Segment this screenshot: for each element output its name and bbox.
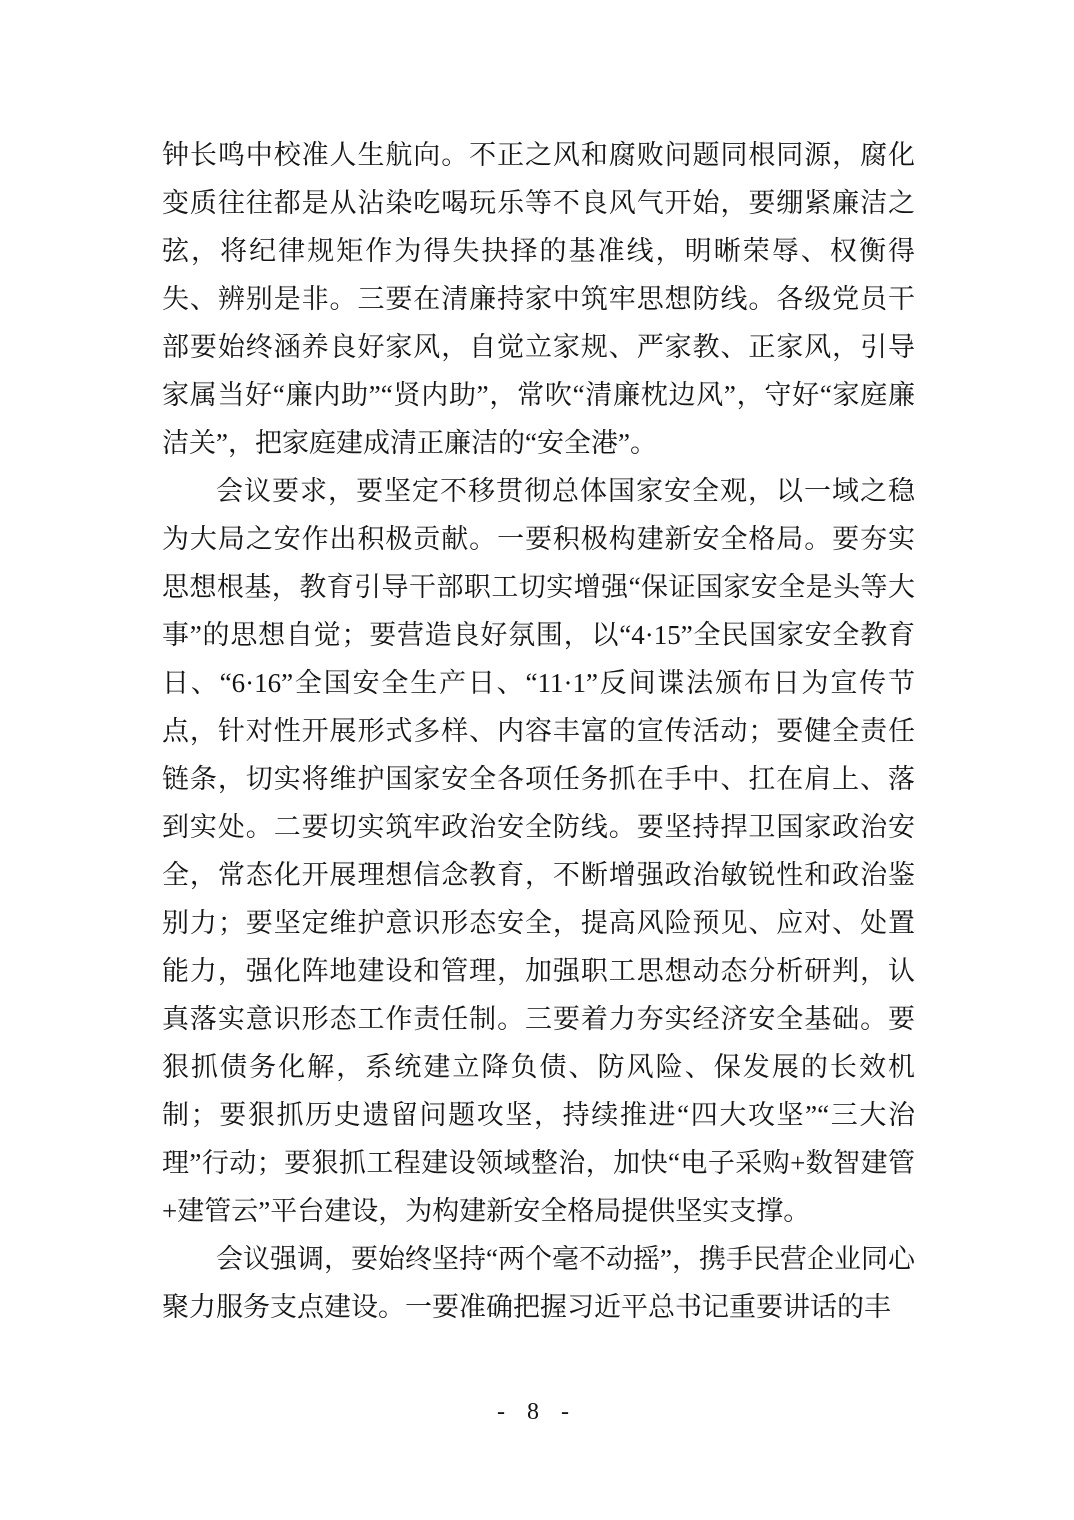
page-number: - 8 - <box>497 1399 577 1425</box>
body-paragraph-meeting-emphasis: 会议强调，要始终坚持“两个毫不动摇”，携手民营企业同心聚力服务支点建设。一要准确把握习近平总书记重要讲话的丰 <box>162 1244 915 1322</box>
body-paragraph-meeting-requirements: 会议要求，要坚定不移贯彻总体国家安全观，以一域之稳为大局之安作出积极贡献。一要积极构建新安全格局。要夯实思想根基，教育引导干部职工切实增强“保证国家安全是头等大事”的思想自觉；要营造良好氛围，以“4·15”全民国家安全教育日、“6·16”全国安全生产日、“11·1”反间谍法颁布日为宣传节点，针对性开展形式多样、内容丰富的宣传活动；要健全责任链条，切实将维护国家安全各项任务抓在手中、扛在肩上、落到实处。二要切实筑牢政治安全防线。要坚持捍卫国家政治安全，常态化开展理想信念教育，不断增强政治敏锐性和政治鉴别力；要坚定维护意识形态安全，提高风险预见、应对、处置能力，强化阵地建设和管理，加强职工思想动态分析研判，认真落实意识形态工作责任制。三要着力夯实经济安全基础。要狠抓债务化解，系统建立降负债、防风险、保发展的长效机制；要狠抓历史遗留问题攻坚，持续推进“四大攻坚”“三大治理”行动；要狠抓工程建设领域整治，加快“电子采购+数智建管+建管云”平台建设，为构建新安全格局提供坚实支撑。 <box>162 476 915 1226</box>
document-body <box>162 131 915 1331</box>
body-paragraph-continuation: 钟长鸣中校准人生航向。不正之风和腐败问题同根同源，腐化变质往往都是从沾染吃喝玩乐等不良风气开始，要绷紧廉洁之弦，将纪律规矩作为得失抉择的基准线，明晰荣辱、权衡得失、辨别是非。三要在清廉持家中筑牢思想防线。各级党员干部要始终涵养良好家风，自觉立家规、严家教、正家风，引导家属当好“廉内助”“贤内助”，常吹“清廉枕边风”，守好“家庭廉洁关”，把家庭建成清正廉洁的“安全港”。 <box>162 140 915 458</box>
